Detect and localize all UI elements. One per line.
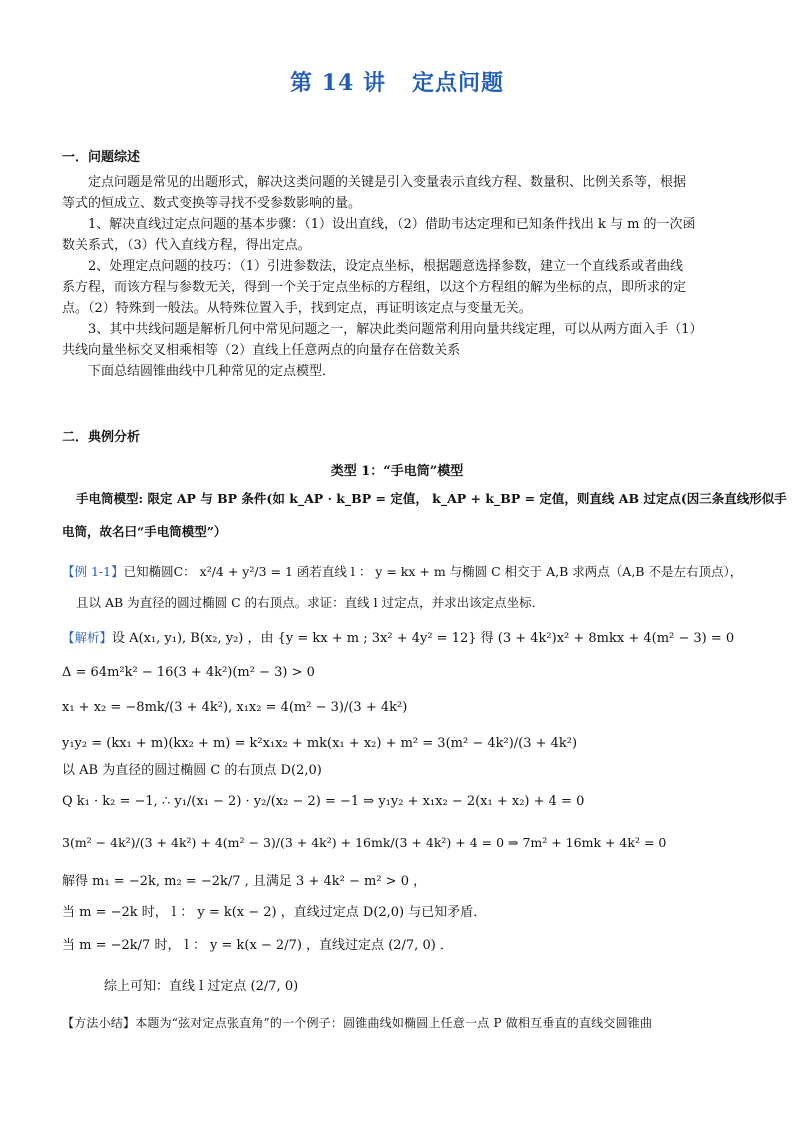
solution-line: y₁y₂ = (kx₁ + m)(kx₂ + m) = k²x₁x₂ + mk(x₁ + x₂) + m² = 3(m² − 4k²)/(3 + 4k²) [62,736,578,751]
paragraph-line: 数关系式，（3）代入直线方程，得出定点。 [62,238,311,253]
paragraph-line: 3、其中共线问题是解析几何中常见问题之一，解决此类问题常利用向量共线定理，可以从两方面入手（1） [88,322,703,337]
paragraph-line: 系方程，而该方程与参数无关，得到一个关于定点坐标的方程组，以这个方程组的解为坐标的点，即所求的定 [62,280,687,295]
section-heading-2: 二．典例分析 [62,430,141,445]
type-title: 类型 1：“手电筒”模型 [330,464,464,479]
example-line: 且以 AB 为直径的圆过椭圆 C 的右顶点。求证：直线 l 过定点，并求出该定点坐标． [76,595,545,610]
solution-line: 当 m = −2k 时， l ： y = k(x − 2) ，直线过定点 D(2,0) 与已知矛盾． [62,905,487,920]
paragraph-line: 2、处理定点问题的技巧：（1）引进参数法，设定点坐标，根据题意选择参数，建立一个直线系或者曲线 [88,259,684,274]
solution-text: 设 A(x₁, y₁), B(x₂, y₂) ，由 {y = kx + m ; 3x² + 4y² = 12} 得 (3 + 4k²)x² + 8mkx + 4(m² − 3) = 0 [112,631,735,646]
example-text: 已知椭圆C： x²/4 + y²/3 = 1 函若直线 l ： y = kx + m 与椭圆 C 相交于 A,B 求两点（A,B 不是左右顶点）， [123,564,743,579]
section-heading-1: 一．问题综述 [62,150,141,165]
solution-line: Δ = 64m²k² − 16(3 + 4k²)(m² − 3) > 0 [62,665,315,680]
paragraph-line: 等式的恒成立、数式变换等寻找不受参数影响的量。 [62,196,362,211]
paragraph-line: 下面总结圆锥曲线中几种常见的定点模型． [88,364,336,379]
paragraph-line: 共线向量坐标交叉相乘相等（2）直线上任意两点的向量存在倍数关系 [62,343,461,358]
solution-line: 3(m² − 4k²)/(3 + 4k²) + 4(m² − 3)/(3 + 4k²) + 16mk/(3 + 4k²) + 4 = 0 ⇒ 7m² + 16mk + 4k² = 0 [62,835,667,850]
method-summary: 【方法小结】本题为“弦对定点张直角”的一个例子：圆锥曲线如椭圆上任意一点 P 做相互垂直的直线交圆锥曲 [62,1016,653,1030]
paragraph-line: 定点问题是常见的出题形式，解决这类问题的关键是引入变量表示直线方程、数量积、比例关系等，根据 [88,175,687,190]
solution-line: 解得 m₁ = −2k, m₂ = −2k/7 , 且满足 3 + 4k² − m² > 0 ， [62,874,427,889]
solution-line: 当 m = −2k/7 时， l ： y = k(x − 2/7) ，直线过定点 (2/7, 0) ． [62,938,453,953]
solution-line: 以 AB 为直径的圆过椭圆 C 的右顶点 D(2,0) [62,763,322,778]
solution-line [62,632,734,645]
solution-conclusion: 综上可知：直线 l 过定点 (2/7, 0) [104,979,299,994]
model-description: 电筒，故名曰“手电筒模型”） [62,524,227,539]
page-title [0,66,794,97]
solution-line: x₁ + x₂ = −8mk/(3 + 4k²), x₁x₂ = 4(m² − 3)/(3 + 4k²) [62,700,408,715]
solution-label: 【解析】 [62,630,113,645]
lesson-number: 第 14 讲 [290,70,386,96]
example-line [62,566,742,579]
paragraph-line: 1、解决直线过定点问题的基本步骤：（1）设出直线，（2）借助韦达定理和已知条件找出 k 与 m 的一次函 [88,217,696,232]
example-label: 【例 1-1】 [62,564,124,579]
model-description: 手电筒模型: 限定 AP 与 BP 条件(如 k_AP · k_BP = 定值， k_AP + k_BP = 定值，则直线 AB 过定点(因三条直线形似手 [76,491,787,506]
lesson-name: 定点问题 [411,70,504,96]
solution-line: Q k₁ · k₂ = −1, ∴ y₁/(x₁ − 2) · y₂/(x₂ − 2) = −1 ⇒ y₁y₂ + x₁x₂ − 2(x₁ + x₂) + 4 = 0 [62,794,585,809]
paragraph-line: 点。（2）特殊到一般法。从特殊位置入手，找到定点，再证明该定点与变量无关。 [62,301,532,316]
